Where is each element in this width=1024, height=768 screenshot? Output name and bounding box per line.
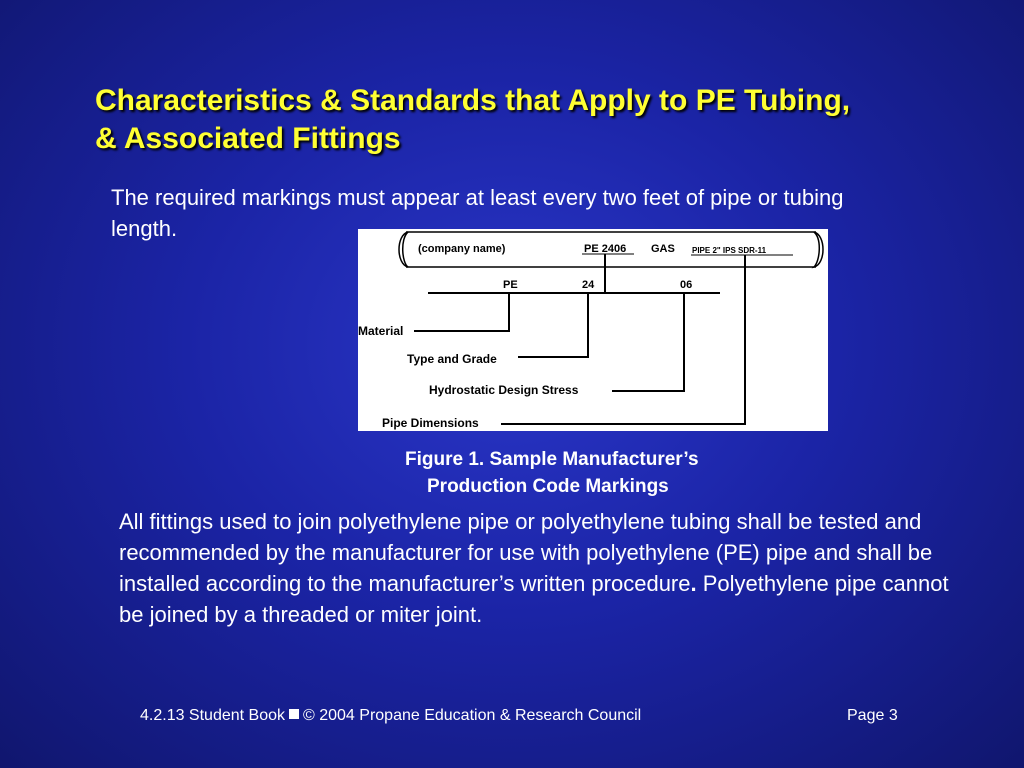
- title-line-1: Characteristics & Standards that Apply to PE Tubing,: [95, 84, 851, 117]
- leader-hds: [612, 293, 684, 391]
- footer-copyright: © 2004 Propane Education & Research Council: [303, 707, 642, 724]
- caption-line-1: Figure 1. Sample Manufacturer’s: [405, 449, 699, 470]
- leader-material: [414, 293, 509, 331]
- paragraph-tail: Polyethylene pipe cannot be joined by a threaded or miter joint.: [119, 571, 949, 627]
- caption-line-2: Production Code Markings: [427, 476, 669, 497]
- leader-type-grade: [518, 293, 588, 357]
- pipe-left-end: [399, 232, 408, 267]
- title-line-2: & Associated Fittings: [95, 122, 401, 155]
- part-06-text: 06: [680, 279, 693, 291]
- fittings-paragraph: [119, 506, 959, 630]
- intro-text: The required markings must appear at least every two feet of pipe or tubing length.: [111, 185, 844, 241]
- leader-pipe-dims: [501, 293, 745, 424]
- pe-code-text: PE 2406: [584, 243, 627, 255]
- company-name-text: (company name): [418, 243, 506, 255]
- pipe-right-end: [814, 232, 823, 267]
- label-type-grade: Type and Grade: [407, 352, 497, 366]
- paragraph-period: .: [690, 571, 697, 596]
- figure-caption: [405, 446, 805, 500]
- part-24-text: 24: [582, 279, 595, 291]
- part-pe-text: PE: [503, 279, 518, 291]
- figure-production-code-markings: [358, 229, 828, 431]
- label-material: Material: [358, 324, 404, 338]
- slide-footer: [140, 706, 940, 726]
- gas-text: GAS: [651, 243, 675, 255]
- page-number: Page 3: [847, 707, 898, 724]
- figure-diagram: [358, 229, 828, 431]
- footer-book: 4.2.13 Student Book: [140, 707, 285, 724]
- label-pipe-dims: Pipe Dimensions: [382, 416, 479, 430]
- paragraph-main: All fittings used to join polyethylene pipe or polyethylene tubing shall be tested and recommended by the manufacturer for use with polyethylene (PE) pipe and shall be installed according to the manufacturer’s written procedure: [119, 509, 933, 596]
- square-bullet-icon: [289, 709, 299, 719]
- label-hds: Hydrostatic Design Stress: [429, 383, 579, 397]
- pipe-spec-text: PIPE 2" IPS SDR-11: [692, 246, 767, 255]
- slide-title: [95, 82, 975, 158]
